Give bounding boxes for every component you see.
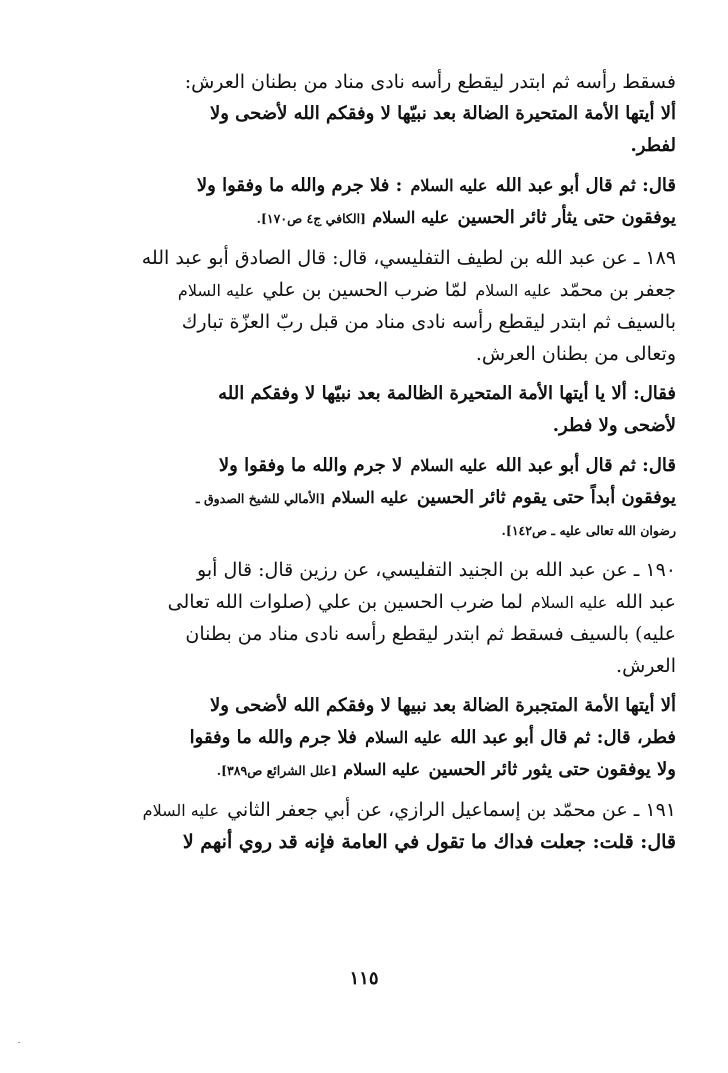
scan-mark [18,1042,20,1043]
salutation-glyph: عليه السلام [372,208,450,227]
text-line: جعفر بن محمّد عليه السلام لمّا ضرب الحسين بن علي عليه السلام [177,279,676,301]
hadith-191 [112,794,676,858]
text-line: فطر، قال: ثم قال أبو عبد الله عليه السلام فلا جرم والله ما وفقوا [189,727,676,748]
quote-block [112,170,676,234]
text-line: فسقط رأسه ثم ابتدر ليقطع رأسه نادى مناد من بطنان العرش: [184,71,676,93]
text-line: فقال: ألا يا أيتها الأمة المتحيرة الظالمة بعد نبيّها لا وفقكم الله [218,383,676,404]
text-line: ١٩١ ـ عن محمّد بن إسماعيل الرازي، عن أبي جعفر الثاني عليه السلام [142,799,676,821]
salutation-glyph: عليه السلام [410,456,488,475]
text-line: لفطر. [630,135,676,156]
hadith-190 [112,554,676,682]
salutation-glyph: عليه السلام [365,728,443,747]
text-line: يوفقون حتى يثأر ثائر الحسين عليه السلام [الكافي ج٤ ص١٧٠]. [256,207,676,228]
citation: [الكافي ج٤ ص١٧٠]. [256,211,371,226]
text-line: قال: ثم قال أبو عبد الله عليه السلام لا جرم والله ما وفقوا ولا [218,455,676,476]
citation: [الأمالي للشيخ الصدوق ـ [195,491,330,506]
page-body [112,66,676,858]
text-line: ولا يوفقون حتى يثور ثائر الحسين عليه السلام [علل الشرائع ص٣٨٩]. [216,759,676,780]
text-line: ١٩٠ ـ عن عبد الله بن الجنيد التفليسي، عن رزين قال: قال أبو [197,559,676,581]
salutation-glyph: عليه السلام [177,281,255,300]
text-line: عبد الله عليه السلام لما ضرب الحسين بن علي (صلوات الله تعالى [167,591,676,613]
citation: [علل الشرائع ص٣٨٩]. [216,763,342,778]
salutation-glyph: عليه السلام [530,593,608,612]
salutation-glyph: عليه السلام [343,760,421,779]
salutation-glyph: عليه السلام [410,176,488,195]
quote-block [112,690,676,786]
citation: رضوان الله تعالى عليه ـ ص١٤٢]. [501,523,676,538]
text-line: ألا أيتها الأمة المتجبرة الضالة بعد نبيها لا وفقكم الله لأضحى ولا [209,695,676,716]
text-line [112,514,676,546]
text-line: العرش. [616,655,676,677]
quote-block [112,450,676,546]
text-line: قال: ثم قال أبو عبد الله عليه السلام : فلا جرم والله ما وفقوا ولا [196,175,676,196]
salutation-glyph: عليه السلام [142,801,220,820]
text-line: وتعالى من بطنان العرش. [475,343,676,365]
text-line: لأضحى ولا فطر. [552,415,676,436]
quote-block [112,378,676,442]
hadith-189 [112,242,676,370]
text-line: قال: قلت: جعلت فداك ما تقول في العامة فإنه قد روي أنهم لا [182,831,676,853]
quote-block [112,98,676,162]
text-line: بالسيف ثم ابتدر ليقطع رأسه نادى مناد من قبل ربّ العزّة تبارك [181,311,676,333]
text-line: ١٨٩ ـ عن عبد الله بن لطيف التفليسي، قال: قال الصادق أبو عبد الله [141,247,676,269]
text-line: يوفقون أبداً حتى يقوم ثائر الحسين عليه السلام [الأمالي للشيخ الصدوق ـ [195,487,676,508]
text-line: ألا أيتها الأمة المتحيرة الضالة بعد نبيّها لا وفقكم الله لأضحى ولا [209,103,676,124]
page-number: ١١٥ [349,968,379,989]
text-line: عليه) بالسيف فسقط ثم ابتدر ليقطع رأسه نادى مناد من بطنان [185,623,676,645]
salutation-glyph: عليه السلام [331,488,409,507]
salutation-glyph: عليه السلام [475,281,552,300]
